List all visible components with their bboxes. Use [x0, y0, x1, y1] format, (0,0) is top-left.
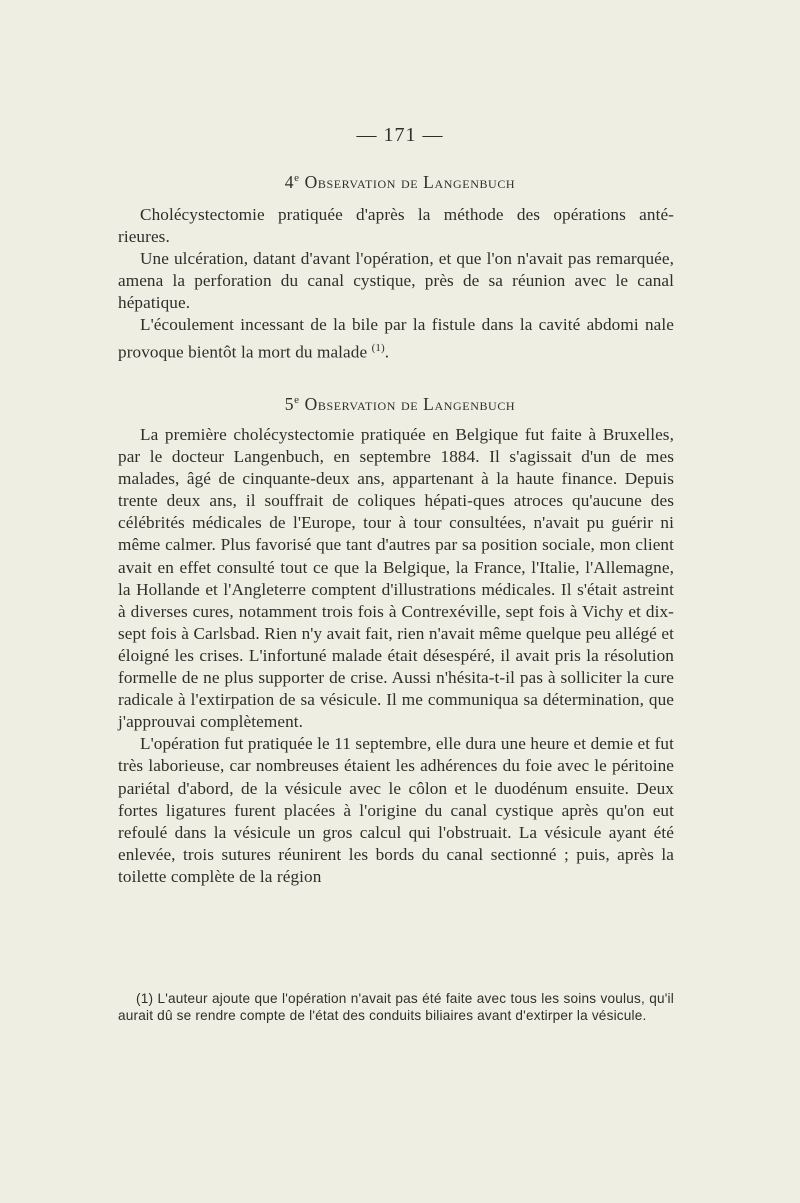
observation-4-title: Observation de Langenbuch — [304, 172, 516, 192]
observation-5-body — [118, 424, 674, 888]
footnote-reference: (1) — [371, 341, 385, 354]
page-number: — 171 — — [356, 124, 444, 146]
observation-4-paragraph-1a: Cholécystectomie pratiquée d'après la méthode des opérations anté- — [140, 205, 674, 224]
observation-4-paragraph-2: Une ulcération, datant d'avant l'opération, et que l'on n'avait pas remarquée, amena la perforation du canal cystique, près de sa réunion avec le canal hépatique. — [118, 249, 674, 313]
observation-5-paragraph-2: L'opération fut pratiquée le 11 septembre, elle dura une heure et demie et fut très laborieuse, car nombreuses étaient les adhérences du foie avec le péritoine pariétal d'abord, de la vésicule avec le côlon et le duodénum ensuite. Deux fortes ligatures furent placées à l'origine du canal cystique après qu'on eut refoulé dans la vésicule un gros calcul qui l'obstruait. La vésicule ayant été enlevée, trois sutures réunirent les bords du canal sectionné ; puis, après la toilette complète de la région — [118, 734, 674, 886]
footnote — [118, 990, 674, 1025]
observation-4-paragraph-3-text: L'écoulement incessant de la bile par la fistule dans la cavité abdomi nale provoque bientôt la mort du malade — [118, 315, 674, 362]
observation-4-paragraph-1b: rieures. — [118, 227, 170, 247]
observation-4-heading — [0, 172, 800, 193]
observation-4-paragraph-3-end: . — [384, 342, 390, 362]
observation-4-body — [118, 204, 674, 363]
observation-4-number: 4 — [284, 172, 295, 192]
observation-4-paragraph-3 — [118, 314, 674, 363]
footnote-text: (1) L'auteur ajoute que l'opération n'avait pas été faite avec tous les soins voulus, qu'il aurait dû se rendre compte de l'état des conduits biliaires avant d'extirper la vésicule. — [118, 991, 674, 1024]
observation-5-number: 5 — [284, 394, 295, 414]
observation-5-ordinal: e — [294, 394, 300, 407]
observation-5-heading — [0, 394, 800, 415]
observation-4-ordinal: e — [294, 172, 300, 185]
observation-5-title: Observation de Langenbuch — [304, 394, 516, 414]
observation-5-paragraph-1: La première cholécystectomie pratiquée en Belgique fut faite à Bruxelles, par le docteur Langenbuch, en septembre 1884. Il s'agissait d'un de mes malades, âgé de cinquante-deux ans, appartenant à la haute finance. Depuis trente deux ans, il souffrait de coliques hépati-ques atroces qu'aucune des célébrités médicales de l'Europe, tour à tour consultées, n'avait pu guérir ni même calmer. Plus favorisé que tant d'autres par sa position sociale, mon client avait en effet consulté tout ce que la Belgique, la France, l'Italie, l'Allemagne, la Hollande et l'Angleterre comptent d'illustrations médicales. Il s'était astreint à diverses cures, notamment trois fois à Contrexéville, sept fois à Vichy et dix-sept fois à Carlsbad. Rien n'y avait fait, rien n'avait même quelque peu allégé et éloigné les crises. L'infortuné malade était désespéré, il avait pris la résolution formelle de ne plus supporter de crise. Aussi n'hésita-t-il pas à solliciter la cure radicale à l'extirpation de sa vésicule. Il me communiqua sa détermination, que j'approuvai complètement. — [118, 425, 674, 732]
